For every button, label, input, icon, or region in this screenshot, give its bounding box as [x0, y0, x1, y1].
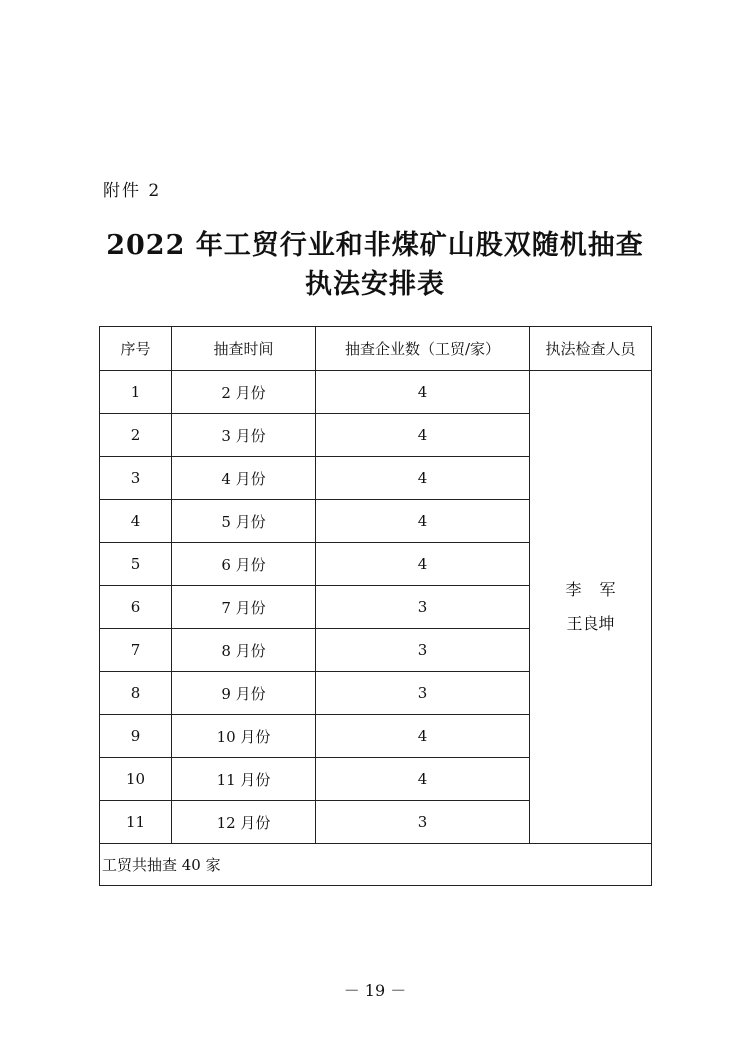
header-inspectors: 执法检查人员	[530, 327, 652, 371]
serial-number-cell: 1	[100, 371, 172, 414]
inspection-month-cell: 9 月份	[172, 672, 316, 715]
inspectors-cell	[530, 371, 652, 844]
inspection-month-cell: 6 月份	[172, 543, 316, 586]
table-row	[100, 371, 652, 414]
inspection-month-cell: 12 月份	[172, 801, 316, 844]
header-enterprise-count: 抽查企业数（工贸/家）	[316, 327, 530, 371]
serial-number-cell: 2	[100, 414, 172, 457]
header-serial-number: 序号	[100, 327, 172, 371]
inspection-schedule-table	[99, 326, 652, 886]
inspector-name: 王良坤	[566, 614, 615, 633]
enterprise-count-cell: 4	[316, 543, 530, 586]
inspection-month-cell: 3 月份	[172, 414, 316, 457]
document-title-line1: 2022 年工贸行业和非煤矿山股双随机抽查	[106, 230, 644, 261]
inspection-month-cell: 2 月份	[172, 371, 316, 414]
enterprise-count-cell: 3	[316, 629, 530, 672]
table-total-row	[100, 844, 652, 886]
inspector-name: 李军	[565, 580, 634, 599]
table-header-row	[100, 327, 652, 371]
inspection-month-cell: 7 月份	[172, 586, 316, 629]
serial-number-cell: 7	[100, 629, 172, 672]
serial-number-cell: 9	[100, 715, 172, 758]
total-summary-cell: 工贸共抽查 40 家	[100, 844, 652, 886]
header-inspection-time: 抽查时间	[172, 327, 316, 371]
document-title-line2: 执法安排表	[305, 269, 445, 300]
serial-number-cell: 11	[100, 801, 172, 844]
enterprise-count-cell: 4	[316, 414, 530, 457]
enterprise-count-cell: 3	[316, 586, 530, 629]
inspection-month-cell: 11 月份	[172, 758, 316, 801]
enterprise-count-cell: 4	[316, 758, 530, 801]
serial-number-cell: 6	[100, 586, 172, 629]
serial-number-cell: 3	[100, 457, 172, 500]
enterprise-count-cell: 3	[316, 801, 530, 844]
inspection-month-cell: 10 月份	[172, 715, 316, 758]
serial-number-cell: 10	[100, 758, 172, 801]
serial-number-cell: 5	[100, 543, 172, 586]
serial-number-cell: 4	[100, 500, 172, 543]
enterprise-count-cell: 4	[316, 715, 530, 758]
enterprise-count-cell: 4	[316, 457, 530, 500]
inspection-month-cell: 4 月份	[172, 457, 316, 500]
attachment-label: 附件 2	[103, 181, 162, 201]
enterprise-count-cell: 4	[316, 371, 530, 414]
inspection-month-cell: 5 月份	[172, 500, 316, 543]
serial-number-cell: 8	[100, 672, 172, 715]
enterprise-count-cell: 4	[316, 500, 530, 543]
page-number: － 19 －	[343, 981, 407, 1000]
inspection-month-cell: 8 月份	[172, 629, 316, 672]
enterprise-count-cell: 3	[316, 672, 530, 715]
